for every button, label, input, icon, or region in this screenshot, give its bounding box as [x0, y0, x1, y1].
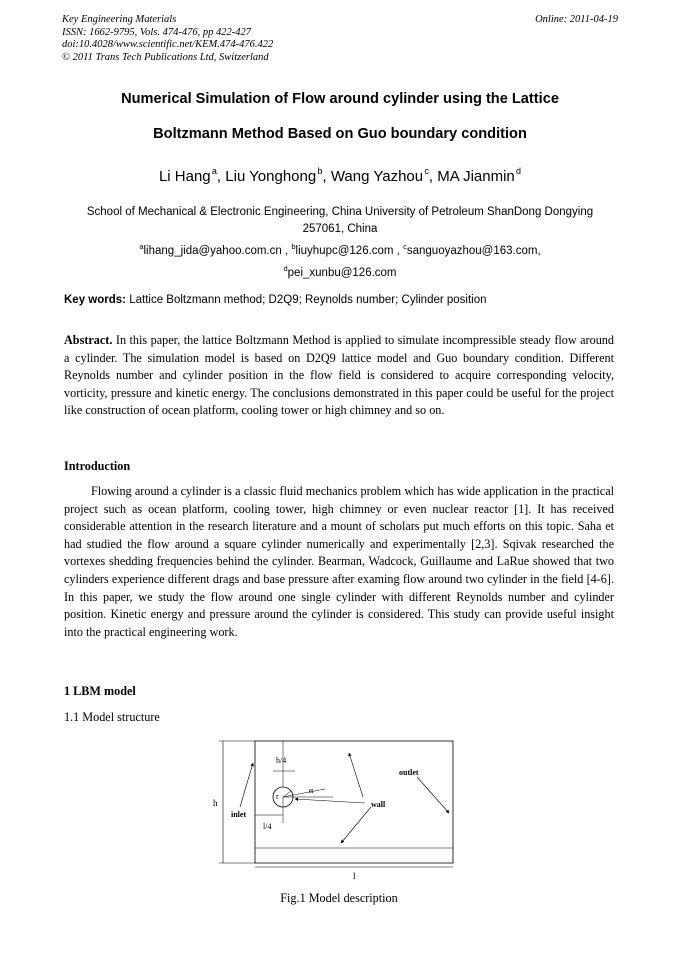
angle-line: [283, 789, 325, 797]
introduction-text: Flowing around a cylinder is a classic fluid mechanics problem which has wide application in the practical project such as ocean platform, cooling tower, high chimney or even nuclear reactor [1]. It has received considerable attention in the research literature and a mount of scholars put much efforts on this topic. Saha et had studied the flow around a square cylinder numerically and experimentally [2,3]. Sqivak researched the vortexes shedding frequencies behind the cylinder. Bearman, Wadcock, Guillaume and LaRue showed that two cylinders experience different drags and base pressure after examing flow around two cylinder in the field [4-6]. In this paper, we study the flow around one single cylinder with different Reynolds number and cylinder position. Kinetic energy and pressure around the cylinder is considered. This study can provide useful insight into the practical engineering work.: [64, 484, 614, 639]
section-heading-lbm: 1 LBM model: [64, 684, 136, 698]
affiliation-block: [55, 204, 625, 282]
label-r: r: [276, 792, 279, 801]
label-alpha: α: [309, 786, 314, 795]
label-h: h: [213, 798, 218, 808]
author-name: Li Hang: [158, 168, 211, 185]
journal-name: Key Engineering Materials: [62, 14, 177, 25]
online-date: Online: 2011-04-19: [535, 14, 618, 25]
keywords-label: Key words:: [64, 294, 126, 306]
abstract-label: Abstract.: [64, 333, 113, 347]
affiliation-line: School of Mechanical & Electronic Engineering, China University of Petroleum ShanDong Dongying: [86, 206, 594, 218]
abstract-text: In this paper, the lattice Boltzmann Method is applied to simulate incompressible steady flow around a cylinder. The simulation model is based on D2Q9 lattice model and Guo boundary condition. Different Reynolds number and cylinder position in the flow field is considered to acquire corresponding velocity, vorticity, pressure and kinetic energy. The conclusions demonstrated in this paper could be useful for the project like construction of ocean platform, cooling tower or high chimney and so on.: [64, 333, 614, 418]
paper-title-line1: Numerical Simulation of Flow around cylinder using the Lattice: [121, 91, 559, 107]
label-wall: wall: [371, 800, 386, 809]
copyright-line: © 2011 Trans Tech Publications Ltd, Switzerland: [62, 51, 269, 63]
label-inlet: inlet: [231, 810, 247, 819]
journal-header: [62, 14, 273, 64]
wall-arrow-up: [349, 753, 363, 797]
author-list: Li Hang $^a$, Liu Yonghong $^b$, Wang Yazhou $^c$, MA Jianmin $^d$: [158, 166, 522, 185]
author-mark: a: [211, 166, 217, 176]
author-mark: b: [317, 166, 323, 176]
label-outlet: outlet: [399, 768, 419, 777]
wall-arrow-cylinder: [295, 799, 365, 803]
label-h4: h/4: [276, 756, 287, 765]
keywords-text: Lattice Boltzmann method; D2Q9; Reynolds number; Cylinder position: [129, 294, 487, 306]
email-link[interactable]: sanguoyazhou@163.com: [406, 245, 538, 257]
wall-arrow-down: [341, 807, 371, 843]
doi-line: doi:10.4028/www.scientific.net/KEM.474-476.422: [62, 39, 274, 50]
email-line: [55, 260, 625, 282]
email-mark: c: [403, 242, 407, 251]
email-mark: a: [139, 242, 144, 251]
keywords: [64, 294, 487, 306]
issn-line: ISSN: 1662-9795, Vols. 474-476, pp 422-427: [62, 26, 251, 38]
model-diagram: [205, 735, 465, 885]
author-name: Liu Yonghong: [225, 168, 317, 185]
email-mark: d: [283, 264, 288, 273]
inlet-arrow: [240, 763, 253, 807]
abstract: [64, 332, 614, 420]
paper-title-line2: Boltzmann Method Based on Guo boundary condition: [153, 126, 527, 142]
email-link[interactable]: lihang_jida@yahoo.com.cn: [143, 245, 282, 257]
author-name: Wang Yazhou: [330, 168, 424, 185]
email-link[interactable]: liuyhupc@126.com: [295, 245, 394, 257]
section-heading-introduction: Introduction: [64, 459, 131, 473]
label-l: l: [353, 871, 356, 881]
email-line: $^a$lihang_jida@yahoo.com.cn , $^b$liuyhupc@126.com , $^c$sanguoyazhou@163.com,: [139, 242, 541, 257]
outlet-arrow: [417, 777, 449, 813]
email-link[interactable]: pei_xunbu@126.com: [287, 267, 397, 279]
author-name: MA Jianmin: [437, 168, 515, 185]
email-mark: b: [291, 242, 296, 251]
author-mark: c: [424, 166, 429, 176]
subsection-heading: 1.1 Model structure: [64, 710, 160, 724]
affiliation-postcode: 257061, China: [302, 223, 378, 235]
author-mark: d: [516, 166, 522, 176]
label-l4: l/4: [263, 822, 272, 831]
figure-caption: Fig.1 Model description: [280, 891, 398, 905]
